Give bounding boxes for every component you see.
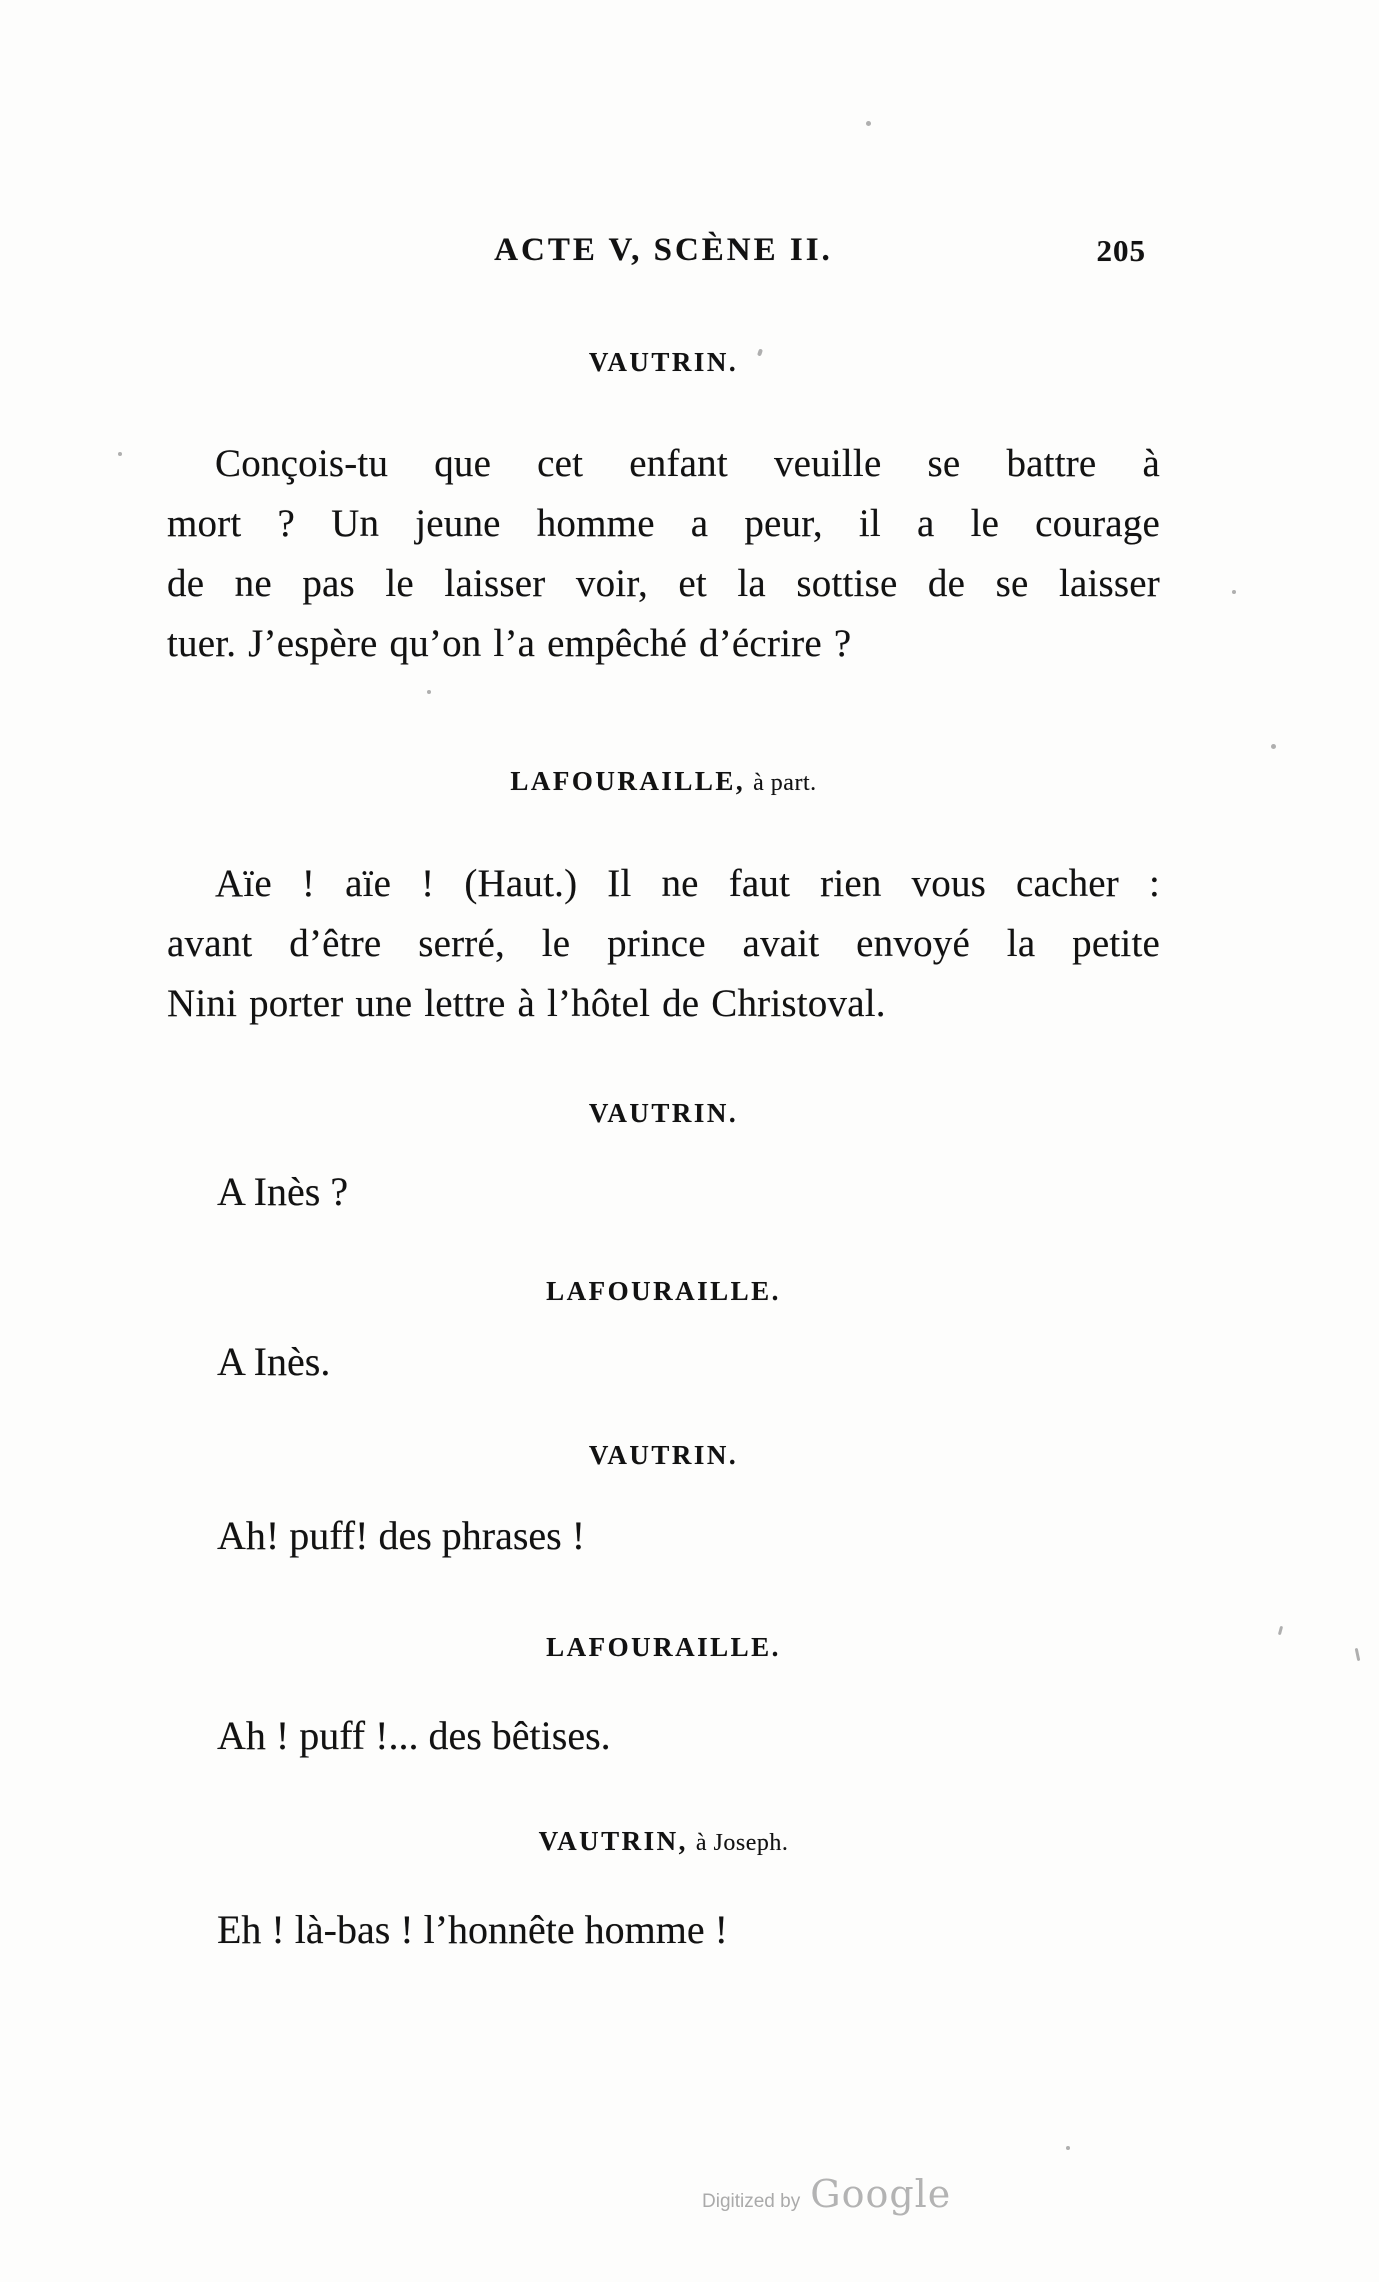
text-column [167,228,1160,1954]
google-logo: Google [810,2172,952,2216]
scan-speck [427,690,431,694]
speaker-heading [167,1824,1160,1860]
speaker-name: LAFOURAILLE. [546,1276,781,1306]
speaker-name: VAUTRIN. [588,1098,739,1128]
speaker-heading [167,1274,1160,1310]
dialogue-line: Eh ! là-bas ! l’honnête homme ! [217,1907,728,1952]
scan-speck [118,452,122,456]
page-header [167,228,1160,272]
speaker-heading [167,1096,1160,1132]
dialogue-line: tuer. J’espère qu’on l’a empêché d’écrire ? [167,622,852,665]
scan-speck [1271,744,1276,749]
speaker-heading [167,345,1160,381]
scan-speck [1066,2146,1070,2150]
dialogue-line: Ah! puff! des phrases ! [217,1513,586,1558]
speaker-heading [167,1438,1160,1474]
dialogue-line: de ne pas le laisser voir, et la sottise de se laisser [167,562,1160,605]
dialogue-line: Aïe ! aïe ! (Haut.) Il ne faut rien vous cacher : [215,862,1160,905]
dialogue-line: mort ? Un jeune homme a peur, il a le courage [167,502,1160,545]
dialogue-line: avant d’être serré, le prince avait envoyé la petite [167,922,1160,965]
speaker-name: VAUTRIN, [538,1826,688,1856]
dialogue-line: A Inès. [217,1339,331,1384]
speaker-heading [167,1630,1160,1666]
speaker-name: LAFOURAILLE. [546,1632,781,1662]
scan-speck [1278,1626,1283,1635]
dialogue-line: Ah ! puff !... des bêtises. [217,1713,611,1758]
speaker-heading [167,764,1160,800]
speaker-name: VAUTRIN. [588,347,739,377]
speaker-name: VAUTRIN. [588,1440,739,1470]
dialogue-paragraph [167,854,1160,1034]
dialogue-line: Nini porter une lettre à l’hôtel de Christoval. [167,982,886,1025]
scan-speck [1355,1648,1361,1661]
speaker-note: à Joseph. [695,1830,789,1856]
dialogue-paragraph [167,434,1160,674]
speaker-note: à part. [753,770,817,796]
scan-speck [866,121,871,126]
page-number: 205 [1096,233,1146,268]
digitization-watermark [702,2172,951,2216]
speaker-name: LAFOURAILLE, [510,766,746,796]
digitized-by-label: Digitized by [702,2191,801,2212]
scan-speck [1232,590,1236,594]
running-title: ACTE V, SCÈNE II. [494,232,833,268]
dialogue-line: A Inès ? [217,1169,349,1214]
dialogue-line: Conçois-tu que cet enfant veuille se battre à [215,442,1160,485]
